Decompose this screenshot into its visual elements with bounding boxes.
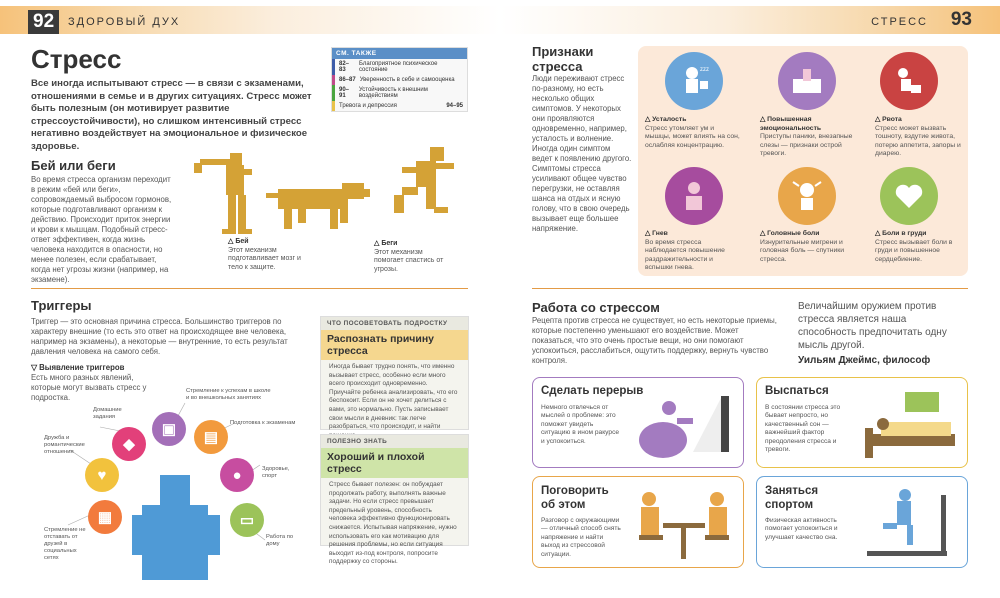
- quote-author: Уильям Джеймс, философ: [798, 355, 931, 366]
- right-header: [500, 6, 1000, 34]
- tip-card-heading: Распознать причину стресса: [321, 330, 468, 360]
- quote-block: [798, 300, 966, 367]
- trigger-icon: ◆: [112, 427, 146, 461]
- talking-illustration: [633, 485, 738, 563]
- left-header: [0, 6, 500, 34]
- see-also-item[interactable]: 82–83 Благоприятное психическое состояние: [332, 59, 467, 75]
- divider: [532, 288, 968, 289]
- triggers-subtext: Есть много разных явлений, которые могут вызвать стресс у подростка.: [31, 373, 147, 402]
- coping-title: Работа со стрессом: [532, 300, 660, 315]
- trigger-icon: ▣: [152, 412, 186, 446]
- sign-tiredness: △ Усталость Стресс утомляет ум и мышцы, может влиять на сон, ослабляя концентрацию.: [645, 116, 740, 149]
- good-stress-card: [320, 434, 469, 566]
- trigger-heart-icon: ♥: [85, 458, 119, 492]
- trigger-label: Домашние задания: [93, 407, 122, 420]
- left-page-number: 92: [28, 10, 59, 34]
- nausea-icon: [880, 52, 938, 110]
- tip-card-label: ЧТО ПОСОВЕТОВАТЬ ПОДРОСТКУ: [321, 317, 468, 330]
- coping-card-break: Сделать перерыв Немного отвлечься от мыслей о проблеме: это поможет увидеть ситуацию в ином ракурсе и успокоиться.: [532, 377, 744, 468]
- see-also-item[interactable]: 90–91 Устойчивость к внешним воздействиям: [332, 85, 467, 101]
- tip-card: [320, 316, 469, 430]
- trigger-label: Здоровье, спорт: [262, 466, 290, 479]
- fight-caption: △ Бей Этот механизм подготавливает мозг и тело к защите.: [228, 238, 301, 271]
- fight-flight-illustration: [180, 145, 475, 240]
- sign-anger: △ Гнев Во время стресса наблюдается повышение раздражительности и вспышки гнева.: [645, 230, 725, 271]
- intro-text: Все иногда испытывают стресс — в связи с экзаменами, отношениями в семье и в других ситуациях. Стресс может быть полезным (он мотивирует развитие стрессоустойчивости), но слишком интенсивный стресс негативно воздействует на эмоциональное и физическое здоровье.: [31, 78, 312, 152]
- trigger-icon: ▭: [230, 503, 264, 537]
- tip-card-text: Иногда бывает трудно понять, что именно вызывает стресс, особенно если много всего происходит одновременно. Приучайте ребенка анализировать, что его беспокоит. Если он не хочет делиться с вами, это нормально. Пусть записывает свои мысли в дневник: так легче разобраться, что происходит, и найти: [329, 363, 458, 431]
- trigger-label: Дружба и романтические отношения: [44, 435, 85, 455]
- headache-icon: [778, 167, 836, 225]
- signs-text: Люди переживают стресс по-разному, но есть несколько общих симптомов. У некоторых они проявляются одновременно, например, усталость и волнение. Иногда один симптом ведет к появлению другого. Симптомы стресса усиливают общее чувство перегрузки, не оставляя шанса на отдых и ясную голову, что в свою очередь вызывает еще большее напряжение.: [532, 74, 632, 233]
- right-page-number: 93: [950, 9, 972, 30]
- trigger-label: Работа по дому: [266, 534, 294, 547]
- good-stress-heading: Хороший и плохой стресс: [321, 448, 468, 478]
- trigger-icon: ●: [220, 458, 254, 492]
- left-section-label: ЗДОРОВЫЙ ДУХ: [68, 16, 181, 28]
- sleeping-illustration: [861, 388, 961, 462]
- page-title: Стресс: [31, 44, 122, 74]
- fight-flight-title: Бей или беги: [31, 158, 116, 173]
- fight-flight-text: Во время стресса организм переходит в режим «бей или беги», сопровождаемый выбросом гормонов, которые подготавливают организм к действию. Происходит приток энергии и крови к мышцам. Подобный стресс-ответ эффективен, когда жизнь человека находится в опасности, но менее полезен, если срабатывает, когда нет угрозы жизни (например, на экзамене).: [31, 175, 172, 284]
- triggers-text: Триггер — это основная причина стресса. Большинство триггеров по характеру внешние (то есть это ответ на происходящее вне человека, например на экзамены), а некоторые — внутренние, то есть результат давления человека на самого себя.: [31, 317, 288, 356]
- tiredness-icon: [665, 52, 723, 110]
- treadmill-illustration: [857, 485, 962, 563]
- coping-text: Рецепта против стресса не существует, но есть некоторые приемы, которые постепенно уменьшают его воздействие. Может показаться, что это очень простые вещи, но они помогают успокоиться, расслабиться, ощутить поддержку, вернуть чувство контроля.: [532, 316, 777, 365]
- tissue-box-icon: [778, 52, 836, 110]
- divider: [31, 288, 468, 289]
- coping-card-sleep: Выспаться В состоянии стресса это бывает непросто, но качественный сон — важнейший фактор преодоления стресса и тревоги.: [756, 377, 968, 468]
- trigger-icon: ▤: [194, 420, 228, 454]
- see-also-heading: СМ. ТАКЖЕ: [332, 48, 467, 59]
- coping-card-sport: Заняться спортом Физическая активность помогает успокоиться и улучшает качество сна.: [756, 476, 968, 568]
- triggers-subtitle: ▽ Выявление триггеров: [31, 363, 125, 372]
- right-section-label: СТРЕСС: [871, 16, 928, 28]
- sign-emotionality: △ Повышенная эмоциональность Приступы паники, внезапные слезы — признаки острой тревоги.: [760, 116, 853, 157]
- trigger-label: Стремление к успехам в школе и во внешкольных занятиях: [186, 388, 271, 401]
- good-stress-label: ПОЛЕЗНО ЗНАТЬ: [321, 435, 468, 448]
- see-also-item[interactable]: 86–87 Уверенность в себе и самооценка: [332, 75, 467, 85]
- sign-nausea: △ Рвота Стресс может вызвать тошноту, вздутие живота, потерю аппетита, запоры и диарею.: [875, 116, 961, 157]
- triggers-title: Триггеры: [31, 298, 92, 313]
- signs-title: Признаки стресса: [532, 44, 594, 74]
- see-also-item[interactable]: Тревога и депрессия 94–95: [332, 101, 467, 111]
- trigger-icon: ▦: [88, 500, 122, 534]
- svg-text:zzz: zzz: [700, 67, 709, 73]
- chest-pain-heart-icon: [880, 167, 938, 225]
- good-stress-text: Стресс бывает полезен: он побуждает продолжать работу, выполнять важные задачи. Но если стресс превышает предельный уровень, способность человека эффективно функционировать снижается. Испытывая напряжение, нужно использовать его как мотивацию для решения проблемы, но если ситуация выходит из-под контроля, попросите поддержку со стороны.: [329, 481, 457, 566]
- trigger-label: Подготовка к экзаменам: [230, 420, 296, 426]
- sign-chest-pain: △ Боли в груди Стресс вызывает боли в груди и повышенное сердцебиение.: [875, 230, 953, 263]
- coping-card-talk: Поговорить об этом Разговор с окружающими — отличный способ снять напряжение и найти выход из стрессовой ситуации.: [532, 476, 744, 568]
- see-also-box: [331, 47, 468, 112]
- anger-icon: [665, 167, 723, 225]
- flight-caption: △ Беги Этот механизм помогает спастись от угрозы.: [374, 240, 444, 273]
- quote-text: Величайшим оружием против стресса является наша способность предпочитать одну мысль другой.: [798, 301, 947, 351]
- trigger-label: Стремление не отставать от друзей в социальных сетях: [44, 527, 86, 561]
- gaming-illustration: [633, 388, 738, 462]
- sign-headache: △ Головные боли Изнурительные мигрени и головная боль — спутники стресса.: [760, 230, 845, 263]
